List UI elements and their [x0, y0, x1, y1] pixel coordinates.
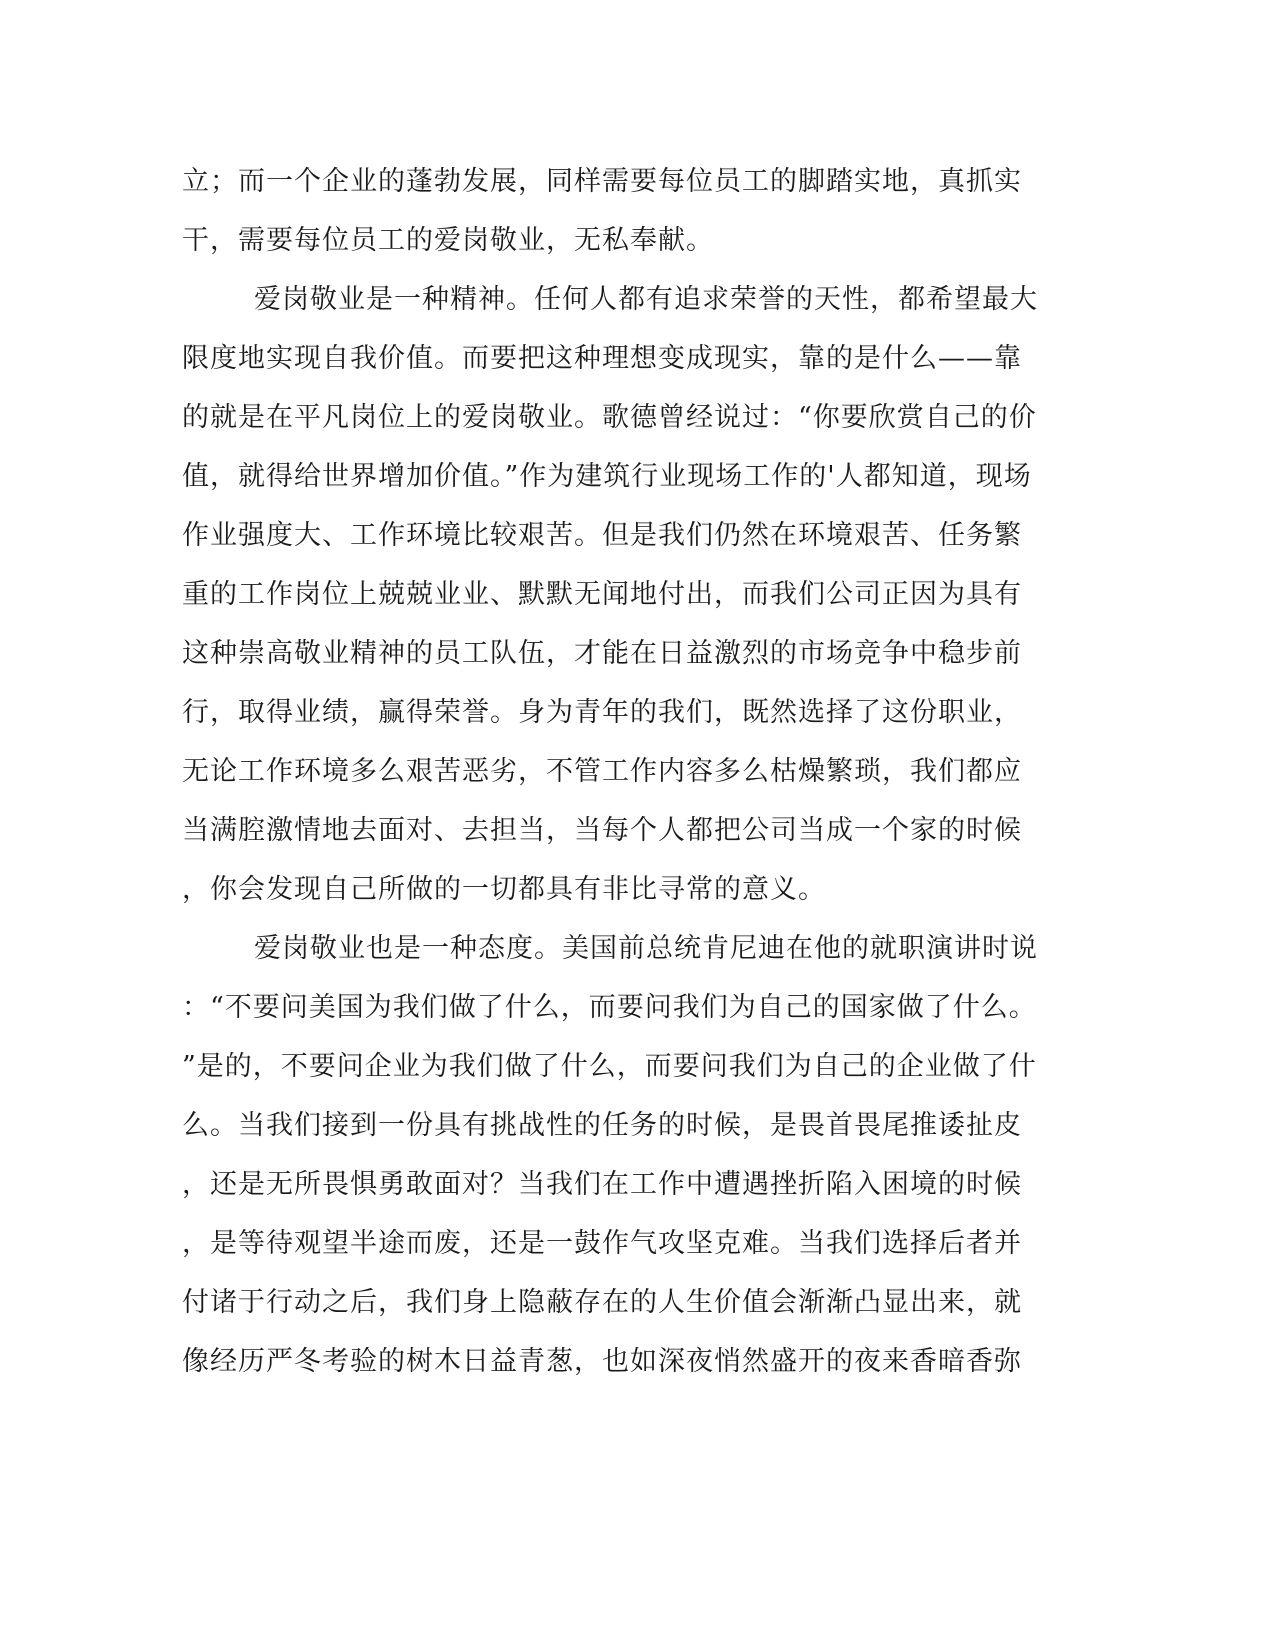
text-line: 限度地实现自我价值。而要把这种理想变成现实，靠的是什么——靠	[182, 343, 1022, 374]
text-line: 像经历严冬考验的树木日益青葱，也如深夜悄然盛开的夜来香暗香弥	[182, 1346, 1022, 1377]
text-line: 值，就得给世界增加价值。”作为建筑行业现场工作的'人都知道，现场	[182, 461, 1032, 492]
text-line: ，你会发现自己所做的一切都具有非比寻常的意义。	[182, 874, 826, 905]
text-line: 当满腔激情地去面对、去担当，当每个人都把公司当成一个家的时候	[182, 815, 1022, 846]
text-line: 立；而一个企业的蓬勃发展，同样需要每位员工的脚踏实地，真抓实	[182, 166, 1022, 197]
text-line: ：“不要问美国为我们做了什么，而要问我们为自己的国家做了什么。	[182, 992, 1037, 1023]
text-line: ，是等待观望半途而废，还是一鼓作气攻坚克难。当我们选择后者并	[182, 1228, 1022, 1259]
text-line: 重的工作岗位上兢兢业业、默默无闻地付出，而我们公司正因为具有	[182, 579, 1022, 610]
text-line: 么。当我们接到一份具有挑战性的任务的时候，是畏首畏尾推诿扯皮	[182, 1110, 1022, 1141]
paragraph-start-line: 爱岗敬业也是一种态度。美国前总统肯尼迪在他的就职演讲时说	[254, 933, 1038, 964]
text-line: ，还是无所畏惧勇敢面对？当我们在工作中遭遇挫折陷入困境的时候	[182, 1169, 1022, 1200]
text-line: 干，需要每位员工的爱岗敬业，无私奉献。	[182, 225, 714, 256]
text-line: 付诸于行动之后，我们身上隐蔽存在的人生价值会渐渐凸显出来，就	[182, 1287, 1022, 1318]
paragraph-start-line: 爱岗敬业是一种精神。任何人都有追求荣誉的天性，都希望最大	[254, 284, 1038, 315]
text-line: 行，取得业绩，赢得荣誉。身为青年的我们，既然选择了这份职业，	[182, 697, 1022, 728]
text-line: 这种崇高敬业精神的员工队伍，才能在日益激烈的市场竞争中稳步前	[182, 638, 1022, 669]
text-line: 无论工作环境多么艰苦恶劣，不管工作内容多么枯燥繁琐，我们都应	[182, 756, 1022, 787]
body-text	[182, 152, 1038, 1391]
text-line: 的就是在平凡岗位上的爱岗敬业。歌德曾经说过：“你要欣赏自己的价	[182, 402, 1037, 433]
text-line: ”是的，不要问企业为我们做了什么，而要问我们为自己的企业做了什	[182, 1051, 1037, 1082]
text-line: 作业强度大、工作环境比较艰苦。但是我们仍然在环境艰苦、任务繁	[182, 520, 1022, 551]
